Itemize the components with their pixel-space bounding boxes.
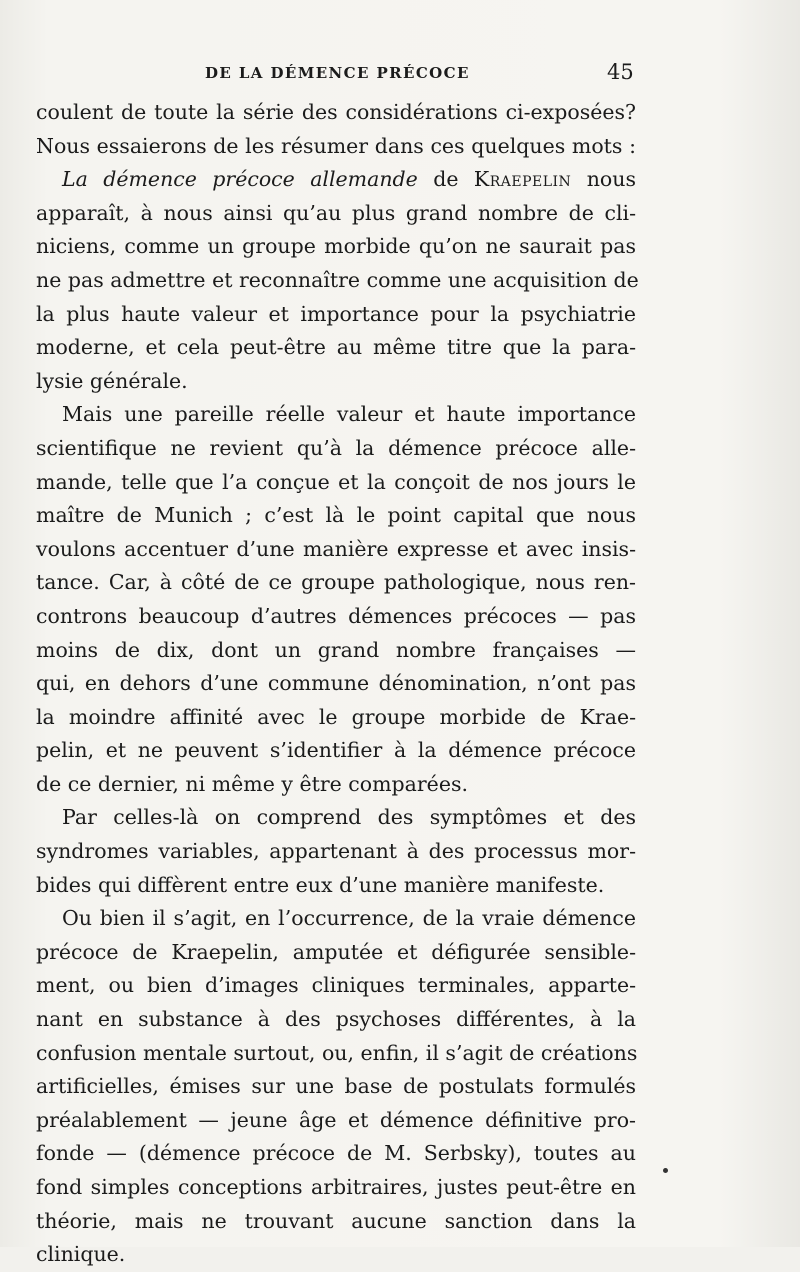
text-line: [36, 163, 636, 197]
text-line: ment, ou bien d’images cliniques terminales, apparte-: [36, 973, 636, 998]
text-line: clinique.: [36, 1242, 126, 1267]
italic-term: La démence précoce allemande: [62, 167, 418, 192]
text-line: préalablement — jeune âge et démence définitive pro-: [36, 1107, 636, 1132]
running-title: DE LA DÉMENCE PRÉCOCE: [205, 64, 470, 82]
ink-speck: [663, 1168, 668, 1173]
text-line: de ce dernier, ni même y être comparées.: [36, 771, 468, 796]
text-line: maître de Munich ; c’est là le point capital que nous: [36, 503, 636, 528]
author-name: Kraepelin: [473, 167, 572, 192]
text-line: controns beaucoup d’autres démences précoces — pas: [36, 603, 636, 628]
text-line: syndromes variables, appartenant à des processus mor-: [36, 839, 636, 864]
text-line: Par celles-là on comprend des symptômes et des: [62, 805, 636, 830]
text-line: moins de dix, dont un grand nombre françaises —: [36, 637, 636, 662]
text-line: voulons accentuer d’une manière expresse et avec insis-: [36, 536, 636, 561]
text-line: précoce de Kraepelin, amputée et défigurée sensible-: [36, 939, 636, 964]
text-line: niciens, comme un groupe morbide qu’on ne saurait pas: [36, 234, 636, 259]
text-line: nant en substance à des psychoses différentes, à la: [36, 1007, 636, 1032]
text-line: mande, telle que l’a conçue et la conçoit de nos jours le: [36, 469, 636, 494]
text-line: tance. Car, à côté de ce groupe pathologique, nous ren-: [36, 570, 636, 595]
text-line: confusion mentale surtout, ou, enfin, il s’agit de créations: [36, 1040, 638, 1065]
text-line: lysie générale.: [36, 368, 188, 393]
text-line: la plus haute valeur et importance pour la psychiatrie: [36, 301, 636, 326]
text-fragment: de: [433, 167, 459, 192]
text-line: ne pas admettre et reconnaître comme une acquisition de: [36, 267, 639, 292]
text-line: fonde — (démence précoce de M. Serbsky), toutes au: [36, 1141, 636, 1166]
text-line: scientifique ne revient qu’à la démence précoce alle-: [36, 435, 636, 460]
text-fragment: nous: [586, 167, 636, 192]
text-line: coulent de toute la série des considérations ci-exposées?: [36, 100, 636, 124]
page-header: [0, 62, 800, 92]
page-number: 45: [607, 60, 634, 84]
text-line: moderne, et cela peut-être au même titre que la para-: [36, 335, 636, 360]
text-line: apparaît, à nous ainsi qu’au plus grand nombre de cli-: [36, 200, 636, 225]
text-line: Ou bien il s’agit, en l’occurrence, de la vraie démence: [62, 906, 636, 931]
text-line: pelin, et ne peuvent s’identifier à la démence précoce: [36, 738, 636, 763]
text-line: qui, en dehors d’une commune dénomination, n’ont pas: [36, 671, 636, 696]
text-line: artificielles, émises sur une base de postulats formulés: [36, 1074, 636, 1099]
text-line: théorie, mais ne trouvant aucune sanction dans la: [36, 1208, 636, 1233]
text-line: Nous essaierons de les résumer dans ces quelques mots :: [36, 133, 636, 158]
text-line: fond simples conceptions arbitraires, justes peut-être en: [36, 1175, 636, 1199]
text-line: bides qui diffèrent entre eux d’une manière manifeste.: [36, 872, 605, 897]
text-line: Mais une pareille réelle valeur et haute importance: [62, 402, 636, 427]
body-text: [36, 96, 639, 1272]
text-line: la moindre affinité avec le groupe morbide de Krae-: [36, 704, 636, 729]
